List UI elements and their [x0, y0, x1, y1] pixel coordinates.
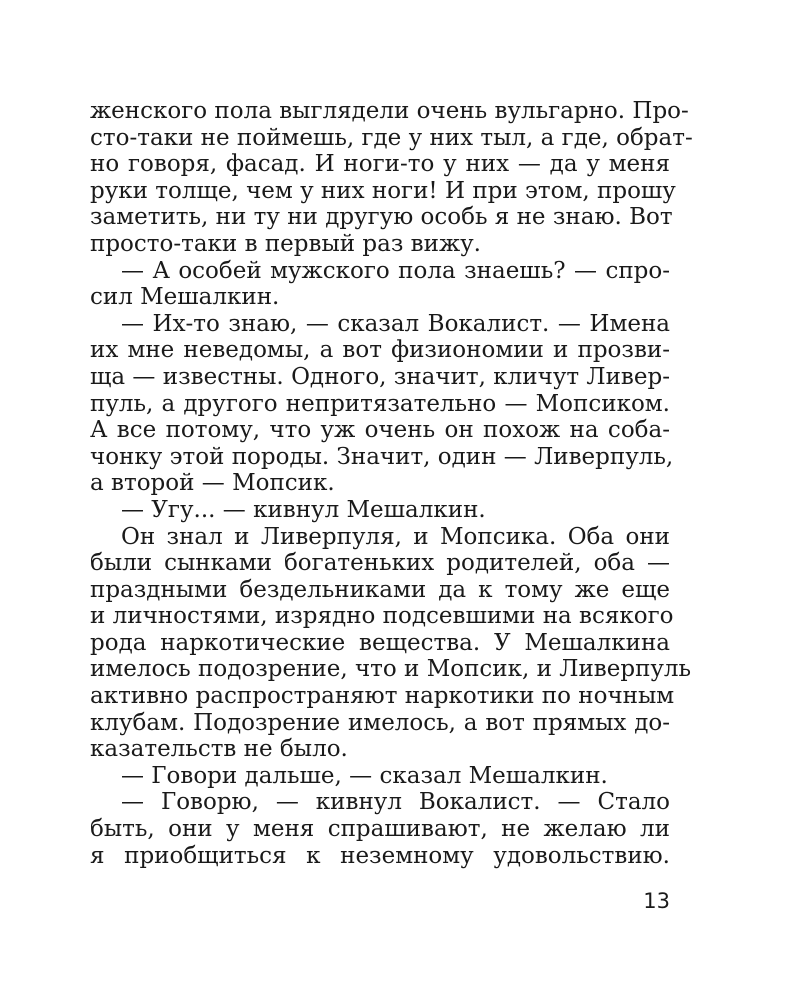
text-line: активно распространяют наркотики по ночным — [90, 683, 675, 710]
text-line: быть, они у меня спрашивают, не желаю ли — [90, 816, 670, 843]
text-line: я приобщиться к неземному удовольствию. — [90, 842, 670, 869]
page-number: 13 — [643, 889, 670, 913]
text-line: но говоря, фасад. И ноги-то у них — да у меня — [90, 151, 670, 178]
text-line: А все потому, что уж очень он похож на соба- — [90, 417, 670, 444]
text-line: — А особей мужского пола знаешь? — спро- — [121, 257, 670, 284]
text-line: — Их-то знаю, — сказал Вокалист. — Имена — [121, 310, 670, 337]
text-line: праздными бездельниками да к тому же еще — [90, 576, 670, 603]
text-line: заметить, ни ту ни другую особь я не знаю. Вот — [90, 204, 673, 231]
text-line: пуль, а другого непритязательно — Мопсиком. — [90, 390, 670, 417]
text-line: — Говори дальше, — сказал Мешалкин. — [121, 762, 608, 789]
text-line: рода наркотические вещества. У Мешалкина — [90, 629, 670, 656]
text-line: чонку этой породы. Значит, один — Ливерпуль, — [90, 443, 674, 470]
body-text — [90, 98, 693, 869]
text-line: были сынками богатеньких родителей, оба — — [90, 550, 670, 577]
text-line: просто-таки в первый раз вижу. — [90, 230, 481, 257]
text-line: ща — известны. Одного, значит, кличут Ливер- — [90, 363, 670, 390]
text-line: казательств не было. — [90, 736, 348, 763]
text-line: а второй — Мопсик. — [90, 470, 335, 497]
text-line: их мне неведомы, а вот физиономии и прозви- — [90, 337, 670, 364]
text-line: руки толще, чем у них ноги! И при этом, прошу — [90, 177, 676, 204]
text-line: — Говорю, — кивнул Вокалист. — Стало — [121, 789, 670, 816]
text-line: сил Мешалкин. — [90, 284, 280, 311]
text-line: имелось подозрение, что и Мопсик, и Ливерпуль — [90, 656, 692, 683]
text-line: клубам. Подозрение имелось, а вот прямых до- — [90, 709, 670, 736]
text-line: Он знал и Ливерпуля, и Мопсика. Оба они — [121, 523, 670, 550]
text-line: и личностями, изрядно подсевшими на всякого — [90, 603, 674, 630]
text-line: сто-таки не поймешь, где у них тыл, а где, обрат- — [90, 124, 693, 151]
text-line: — Угу... — кивнул Мешалкин. — [121, 496, 486, 523]
text-line: женского пола выглядели очень вульгарно. Про- — [90, 98, 689, 124]
